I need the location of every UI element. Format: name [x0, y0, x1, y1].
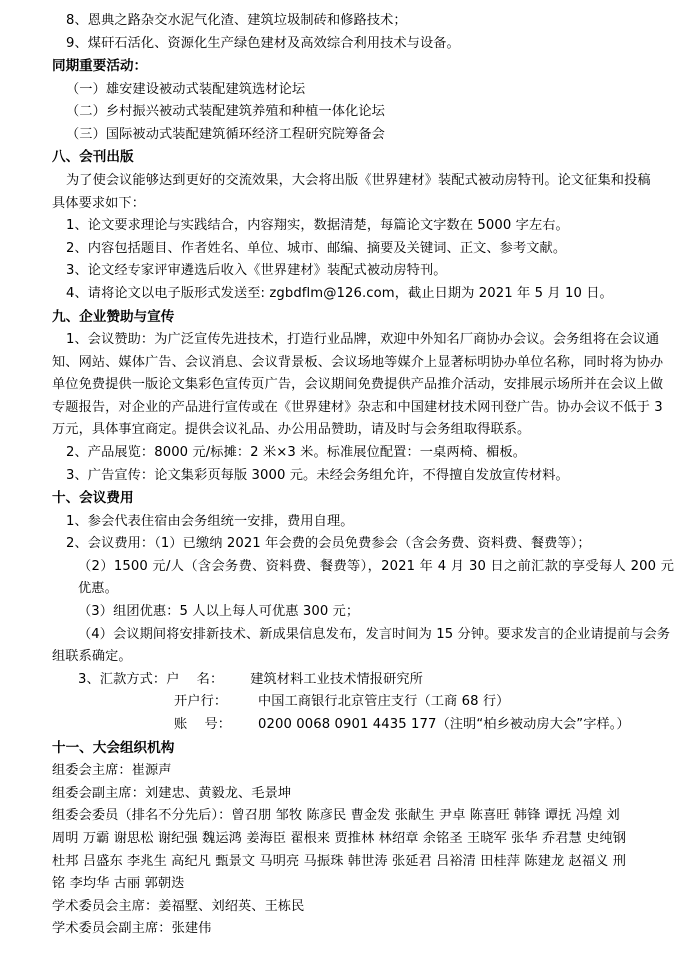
remittance-field-label: 账 号：	[174, 717, 232, 733]
remittance-field-value: 0200 0068 0901 4435 177（注明“柏乡被动房大会”字样。）	[258, 717, 630, 733]
org-line: 组委会委员（排名不分先后）：曾召朋 邹牧 陈彦民 曹金发 张献生 尹卓 陈喜旺 韩锋 谭抚 冯煌 刘	[52, 808, 620, 824]
remittance-label: 3、汇款方式：	[78, 671, 167, 687]
org-line: 学术委员会主席：姜福墅、刘绍英、王栋民	[52, 898, 305, 914]
org-line: 杜邦 吕盛东 李兆生 高纪凡 甄景文 马明亮 马振珠 韩世涛 张延君 吕裕清 田桂萍 陈建龙 赵福义 刑	[52, 853, 627, 869]
list-item: 8、恩典之路杂交水泥气化渣、建筑垃圾制砖和修路技术；	[66, 13, 407, 28]
paragraph-line: 具体要求如下：	[52, 195, 146, 211]
org-line: 组委会副主席：刘建忠、黄毅龙、毛景坤	[52, 785, 292, 801]
paragraph-line: 为了使会议能够达到更好的交流效果，大会将出版《世界建材》装配式被动房特刊。论文征集和投稿	[66, 172, 651, 188]
remittance-field-value: 中国工商银行北京管庄支行（工商 68 行）	[258, 694, 510, 710]
remittance-field-label: 户 名：	[166, 671, 224, 687]
list-item-email: 4、请将论文以电子版形式发送至: zgbdflm@126.com，截止日期为 2021 年 5 月 10 日。	[66, 285, 613, 301]
list-item: 2、产品展览：8000 元/标摊：2 米×3 米。标准展位配置：一桌两椅、楣板。	[66, 445, 527, 460]
paragraph-line: 专题报告，对企业的产品进行宣传或在《世界建材》杂志和中国建材技术网刊登广告。协办会议不低于 3	[52, 399, 663, 415]
list-item: 3、广告宣传：论文集彩页每版 3000 元。未经会务组允许，不得擅自发放宣传材料。	[66, 467, 569, 483]
org-line: 铭 李均华 古丽 郭朝迭	[52, 876, 185, 892]
remittance-field-label: 开户行：	[174, 694, 228, 710]
list-item: 2、内容包括题目、作者姓名、单位、城市、邮编、摘要及关键词、正文、参考文献。	[66, 240, 567, 256]
section-heading: 八、会刊出版	[52, 149, 134, 166]
list-item: （4）会议期间将安排新技术、新成果信息发布，发言时间为 15 分钟。要求发言的企业请提前与会务	[78, 626, 671, 642]
org-line: 组委会主席：崔源声	[52, 763, 172, 779]
paragraph-line: 万元，具体事宜商定。提供会议礼品、办公用品赞助，请及时与会务组取得联系。	[52, 422, 531, 438]
section-heading: 九、企业赞助与宣传	[52, 308, 175, 325]
list-item: 2、会议费用：（1）已缴纳 2021 年会费的会员免费参会（含会务费、资料费、餐费等）；	[66, 536, 591, 552]
remittance-row	[26, 669, 674, 692]
list-item: 1、参会代表住宿由会务组统一安排，费用自理。	[66, 513, 354, 529]
list-item: （二）乡村振兴被动式装配建筑养殖和种植一体化论坛	[66, 104, 385, 120]
list-item: （一）雄安建设被动式装配建筑选材论坛	[66, 81, 306, 97]
list-item: 3、论文经专家评审遴选后收入《世界建材》装配式被动房特刊。	[66, 263, 447, 279]
org-line: 周明 万霸 谢思松 谢纪强 魏运鸿 姜海臣 翟根来 贾推林 林绍章 余铭圣 王晓军 张华 乔君慧 史纯钢	[52, 830, 627, 846]
section-heading: 十、会议费用	[52, 490, 134, 507]
remittance-row	[26, 691, 674, 714]
remittance-row	[26, 714, 674, 737]
list-item: 9、煤矸石活化、资源化生产绿色建材及高效综合利用技术与设备。	[66, 35, 460, 51]
org-line: 学术委员会副主席：张建伟	[52, 921, 212, 937]
list-item: （三）国际被动式装配建筑循环经济工程研究院筹备会	[66, 126, 385, 142]
paragraph-line: 组联系确定。	[52, 649, 132, 665]
remittance-field-value: 建筑材料工业技术情报研究所	[250, 671, 423, 687]
list-item: 1、论文要求理论与实践结合，内容翔实，数据清楚，每篇论文字数在 5000 字左右。	[66, 218, 569, 234]
paragraph-line: 1、会议赞助：为广泛宣传先进技术，打造行业品牌，欢迎中外知名厂商协办会议。会务组将在会议通	[66, 332, 660, 348]
paragraph-line: 单位免费提供一版论文集彩色宣传页广告，会议期间免费提供产品推介活动，安排展示场所并在会议上做	[52, 377, 664, 393]
section-heading: 十一、大会组织机构	[52, 739, 175, 756]
list-item: （2）1500 元/人（含会务费、资料费、餐费等），2021 年 4 月 30 日之前汇款的享受每人 200 元优惠。	[78, 558, 674, 597]
section-heading: 同期重要活动：	[52, 58, 148, 75]
paragraph-line: 知、网站、媒体广告、会议消息、会议背景板、会议场地等媒介上显著标明协办单位名称，同时将为协办	[52, 354, 664, 370]
list-item: （3）组团优惠：5 人以上每人可优惠 300 元；	[78, 604, 360, 620]
